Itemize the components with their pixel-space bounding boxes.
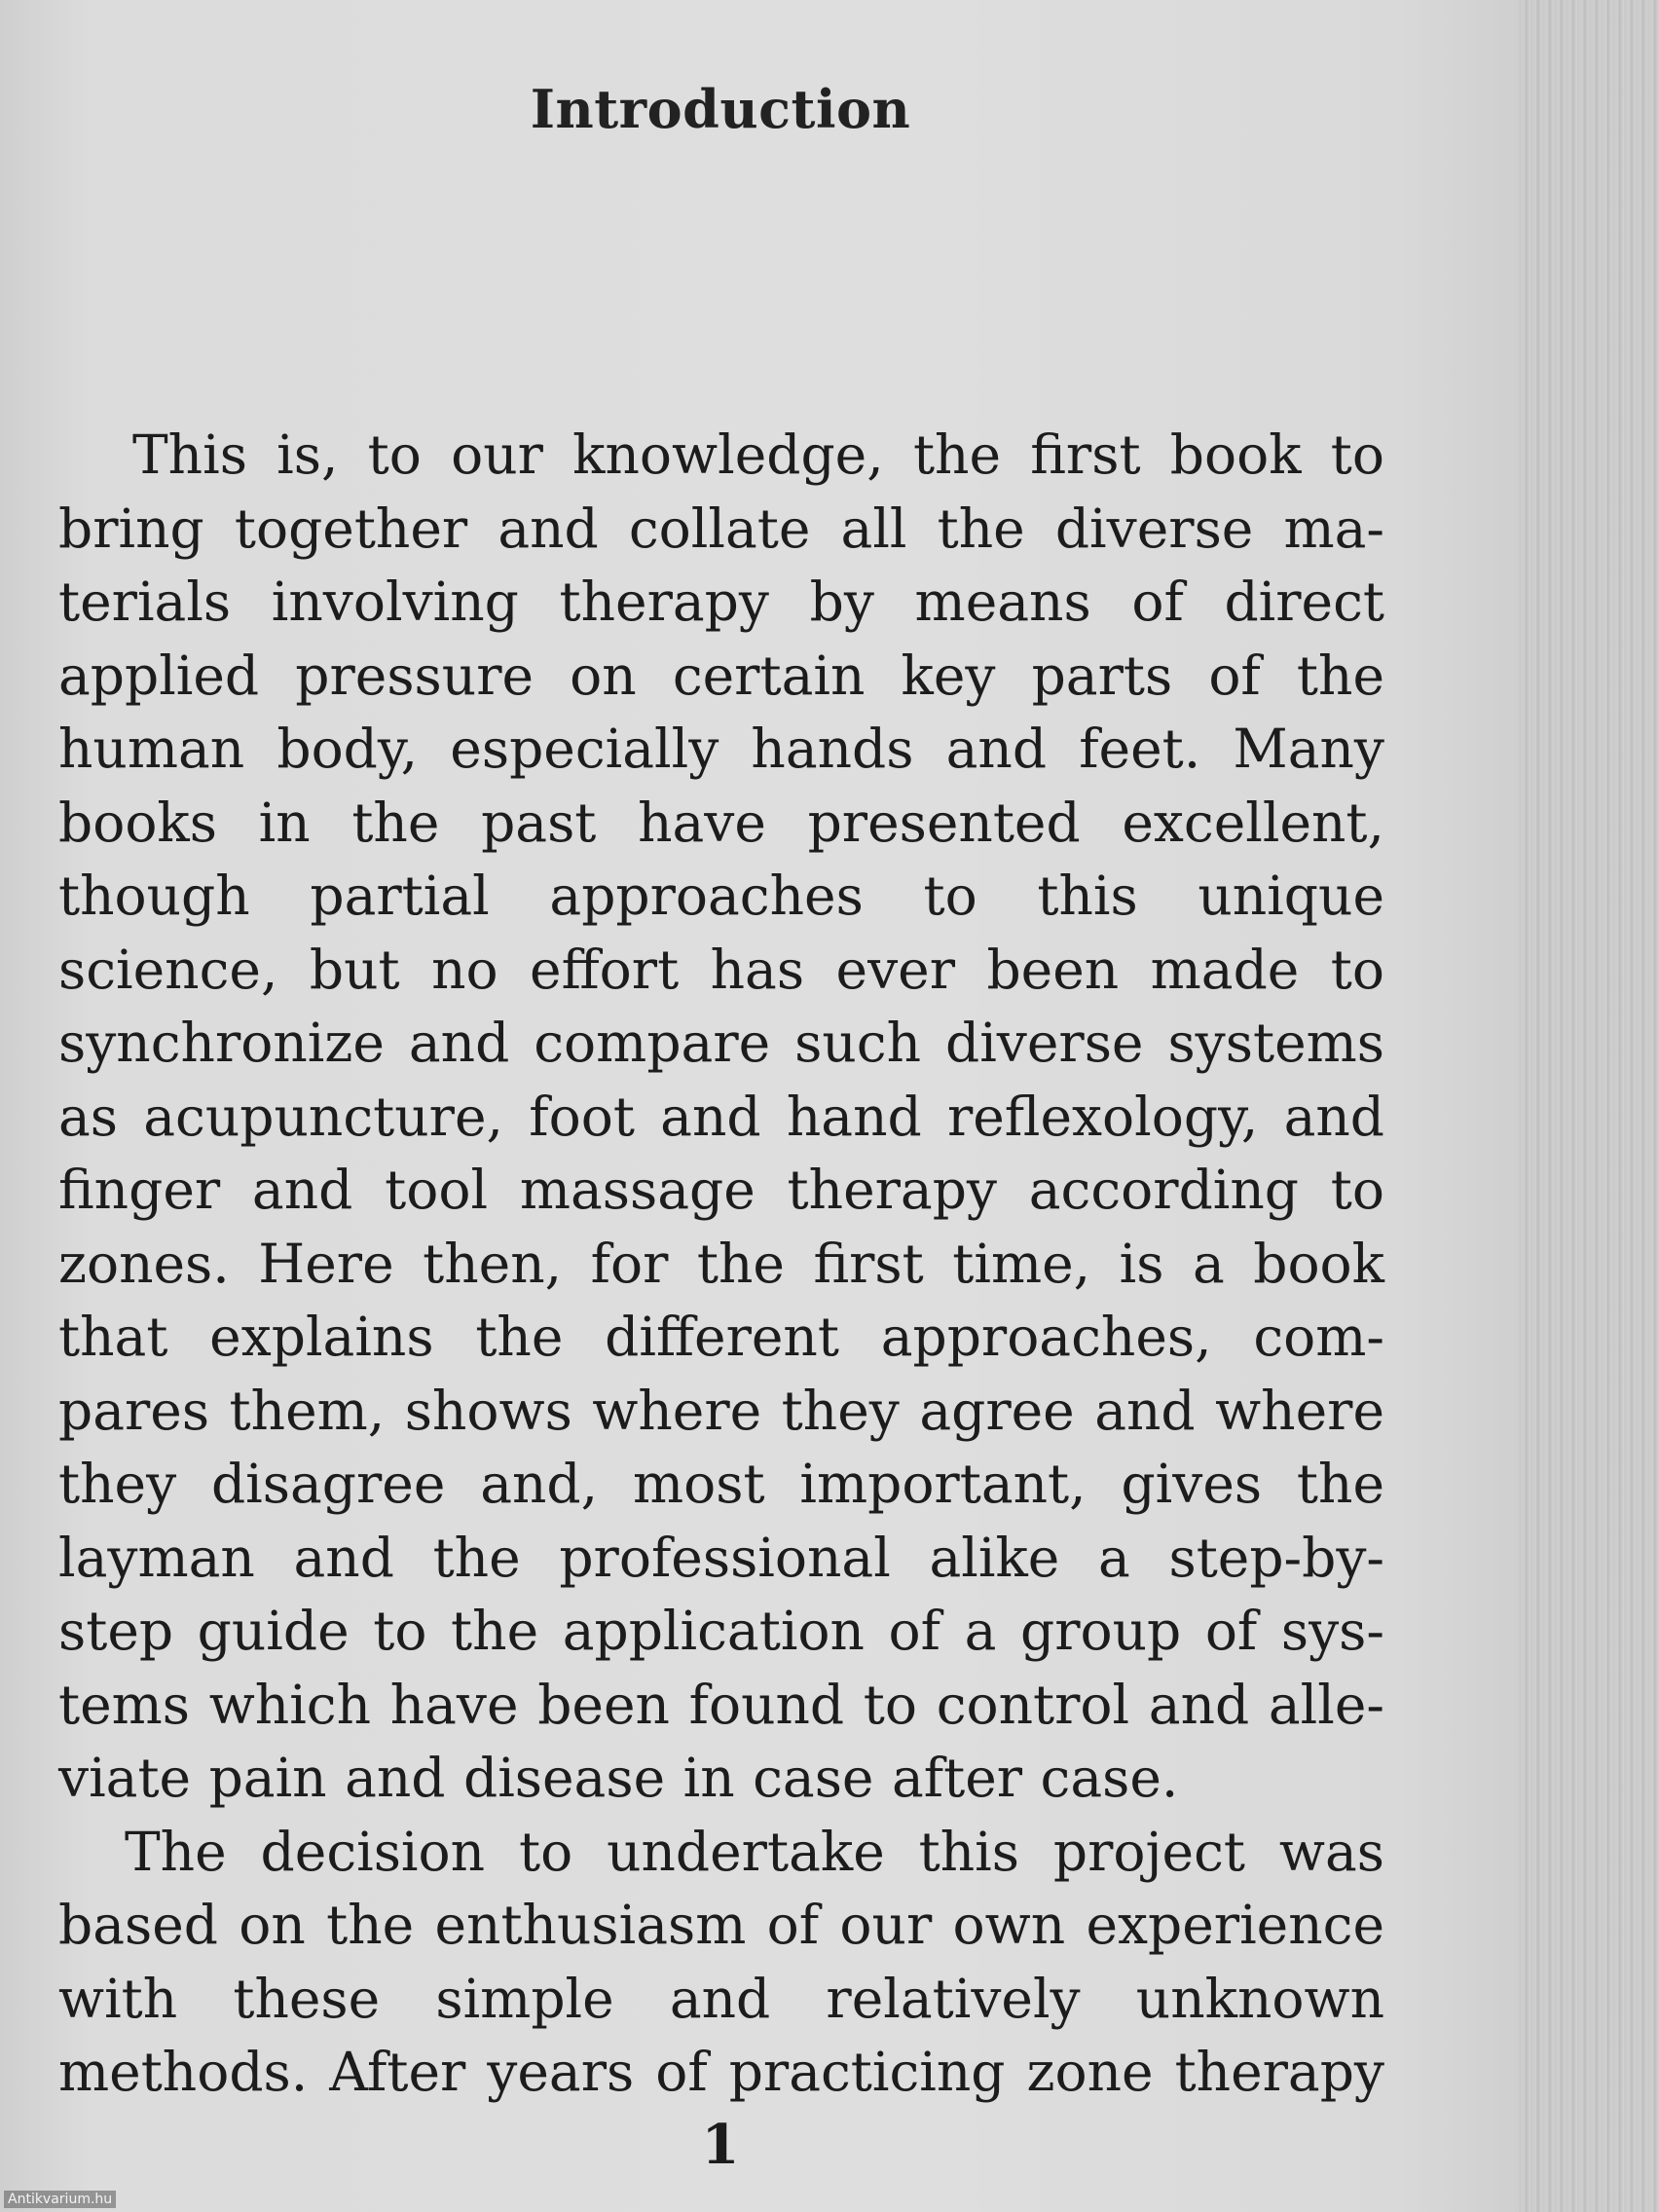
text-line: viate pain and disease in case after case. (58, 1747, 1179, 1809)
paragraph-2 (58, 1816, 1384, 2110)
text-line: step guide to the application of a group of sys- (58, 1600, 1384, 1662)
page-stack-edge (1519, 0, 1659, 2212)
watermark: Antikvarium.hu (4, 2191, 116, 2208)
text-line: This is, to our knowledge, the first book to (132, 424, 1384, 486)
text-line: that explains the different approaches, com- (58, 1306, 1384, 1368)
text-line: zones. Here then, for the first time, is a book (58, 1232, 1384, 1295)
text-line: methods. After years of practicing zone therapy (58, 2041, 1384, 2103)
text-line: applied pressure on certain key parts of the (58, 644, 1384, 707)
text-line: pares them, shows where they agree and where (58, 1379, 1384, 1442)
text-line: finger and tool massage therapy according to (58, 1159, 1384, 1221)
text-line: though partial approaches to this unique (58, 865, 1384, 927)
text-line: tems which have been found to control and alle- (58, 1673, 1384, 1736)
text-line: The decision to undertake this project was (125, 1820, 1384, 1883)
text-line: layman and the professional alike a step-by- (58, 1526, 1384, 1589)
text-line: terials involving therapy by means of direct (58, 571, 1384, 633)
text-line: human body, especially hands and feet. Many (58, 718, 1384, 780)
paragraph-1 (58, 419, 1384, 1816)
text-line: synchronize and compare such diverse systems (58, 1012, 1384, 1074)
text-line: bring together and collate all the diverse ma- (58, 497, 1384, 560)
text-line: they disagree and, most important, gives the (58, 1453, 1384, 1515)
text-line: with these simple and relatively unknown (58, 1967, 1384, 2030)
page-number: 1 (701, 2113, 740, 2177)
text-line: books in the past have presented excellent, (58, 791, 1384, 854)
text-line: science, but no effort has ever been made to (58, 938, 1384, 1001)
chapter-title: Introduction (530, 78, 911, 140)
text-line: as acupuncture, foot and hand reflexology, and (58, 1085, 1384, 1148)
text-line: based on the enthusiasm of our own experience (58, 1894, 1384, 1956)
body-text (58, 419, 1384, 2110)
